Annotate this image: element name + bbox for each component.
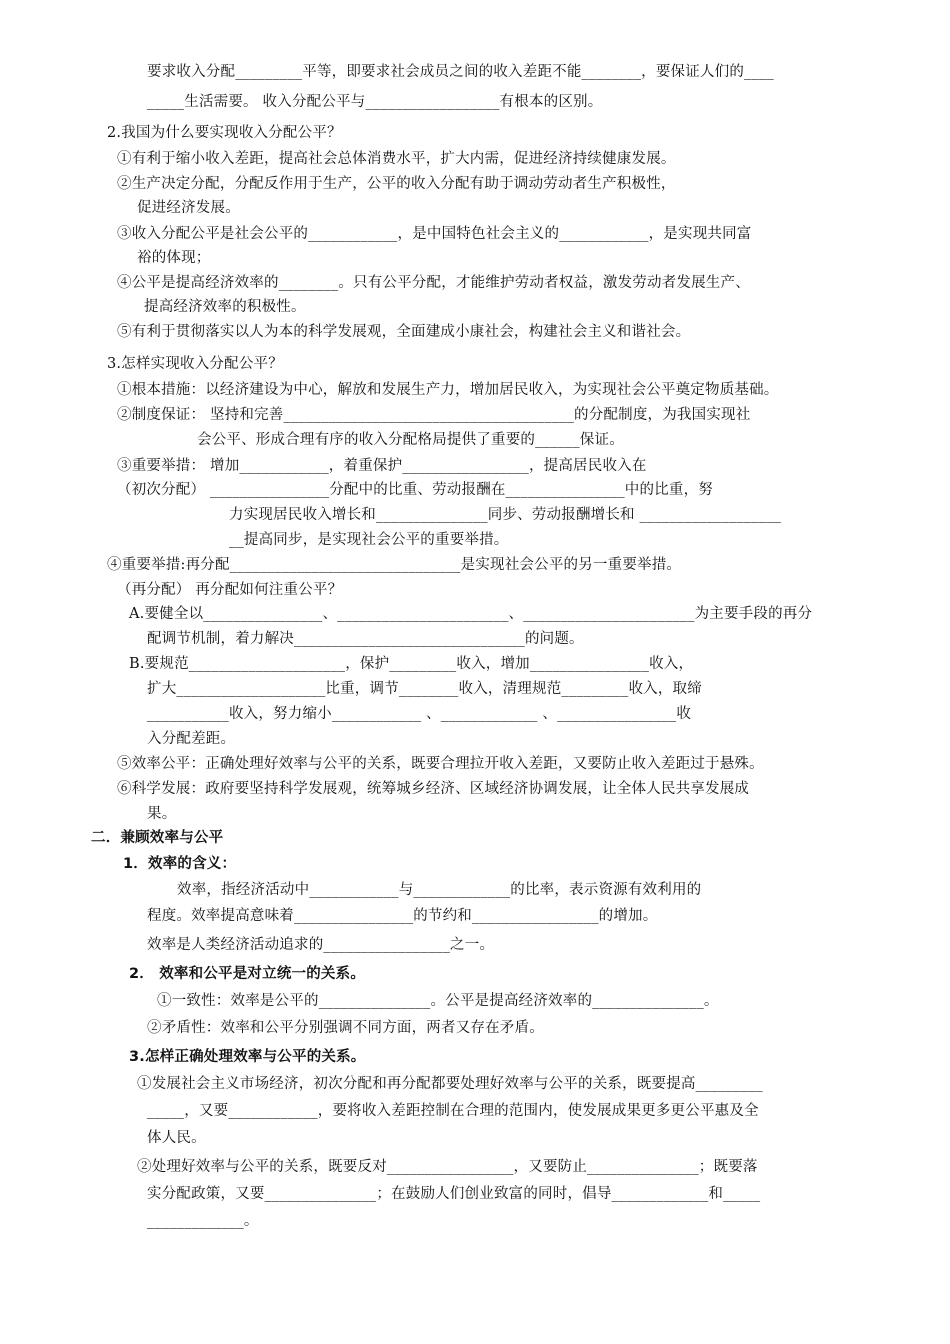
text-line: 会公平、形成合理有序的收入分配格局提供了重要的______保证。 xyxy=(197,432,624,448)
text-line: ___________收入，努力缩小____________ 、_____________ 、________________收 xyxy=(147,706,692,722)
text-line: （初次分配） ________________分配中的比重、劳动报酬在________________中的比重，努 xyxy=(117,482,714,498)
text-line: ⑤效率公平：正确处理好效率与公平的关系，既要合理拉开收入差距，又要防止收入差距过于悬殊。 xyxy=(117,756,764,772)
text-line: 效率是人类经济活动追求的_________________之一。 xyxy=(147,937,495,953)
subsection-heading: 3.怎样正确处理效率与公平的关系。 xyxy=(129,1049,366,1065)
text-line: ①一致性：效率是公平的_______________。公平是提高经济效率的_______________。 xyxy=(157,993,719,1009)
text-line: ③收入分配公平是社会公平的____________，是中国特色社会主义的____________，是实现共同富 xyxy=(117,226,752,242)
subsection-heading: 1．效率的含义： xyxy=(123,856,237,872)
text-line: 要求收入分配_________平等，即要求社会成员之间的收入差距不能________，要保证人们的____ xyxy=(147,64,774,80)
text-line: 效率，指经济活动中____________与_____________的比率，表示资源有效利用的 xyxy=(177,882,702,898)
text-line: 促进经济发展。 xyxy=(137,200,240,216)
section-heading: 3.怎样实现收入分配公平？ xyxy=(107,356,283,372)
text-line: ①根本措施：以经济建设为中心，解放和发展生产力，增加居民收入，为实现社会公平奠定物质基础。 xyxy=(117,382,779,398)
text-line: ②制度保证： 坚持和完善_______________________________________的分配制度，为我国实现社 xyxy=(117,407,751,423)
text-line: __提高同步，是实现社会公平的重要举措。 xyxy=(229,532,509,548)
text-line: ④重要举措:再分配_______________________________是实现社会公平的另一重要举措。 xyxy=(107,557,682,573)
text-line: ①发展社会主义市场经济，初次分配和再分配都要处理好效率与公平的关系，既要提高_________ xyxy=(137,1076,763,1092)
text-line: ②矛盾性：效率和公平分别强调不同方面，两者又存在矛盾。 xyxy=(147,1020,544,1036)
text-line: 实分配政策，又要_______________；在鼓励人们创业致富的同时，倡导_____________和_____ xyxy=(147,1186,761,1202)
text-line: 配调节机制，着力解决_______________________________的问题。 xyxy=(147,631,584,647)
text-line: 体人民。 xyxy=(147,1130,206,1146)
text-line: ⑤有利于贯彻落实以人为本的科学发展观，全面建成小康社会，构建社会主义和谐社会。 xyxy=(117,324,691,340)
subsection-heading: 2． 效率和公平是对立统一的关系。 xyxy=(129,966,366,982)
text-line: 果。 xyxy=(147,806,177,822)
text-line: _____________。 xyxy=(147,1213,259,1229)
text-line: _____，又要____________，要将收入差距控制在合理的范围内，使发展成果更多更公平惠及全 xyxy=(147,1103,759,1119)
text-line: 力实现居民收入增长和_______________同步、劳动报酬增长和 ___________________ xyxy=(229,507,782,523)
text-line: ⑥科学发展：政府要坚持科学发展观，统筹城乡经济、区域经济协调发展，让全体人民共享发展成 xyxy=(117,781,750,797)
text-line: 扩大____________________比重，调节________收入，清理规范_________收入，取缔 xyxy=(147,681,702,697)
text-line: _____生活需要。 收入分配公平与__________________有根本的区别。 xyxy=(147,94,603,110)
text-line: 提高经济效率的积极性。 xyxy=(144,299,306,315)
text-line: B.要规范_____________________，保护_________收入，增加________________收入， xyxy=(129,656,694,672)
section-heading: 二．兼顾效率与公平 xyxy=(91,830,224,846)
text-line: ③重要举措： 增加____________，着重保护_________________，提高居民收入在 xyxy=(117,458,647,474)
section-heading: 2.我国为什么要实现收入分配公平？ xyxy=(107,125,342,141)
text-line: 裕的体现； xyxy=(137,250,211,266)
text-line: （再分配） 再分配如何注重公平？ xyxy=(117,582,343,598)
text-line: ④公平是提高经济效率的________。只有公平分配，才能维护劳动者权益，激发劳动者发展生产、 xyxy=(117,275,750,291)
text-line: 入分配差距。 xyxy=(147,731,236,747)
text-line: 程度。效率提高意味着________________的节约和_________________的增加。 xyxy=(147,908,658,924)
text-line: ②生产决定分配，分配反作用于生产，公平的收入分配有助于调动劳动者生产积极性， xyxy=(117,176,676,192)
text-line: A.要健全以________________、_______________________、_______________________为主要手段的再分 xyxy=(129,606,813,622)
text-line: ①有利于缩小收入差距，提高社会总体消费水平，扩大内需，促进经济持续健康发展。 xyxy=(117,151,676,167)
text-line: ②处理好效率与公平的关系，既要反对_________________，又要防止_______________；既要落 xyxy=(137,1159,758,1175)
